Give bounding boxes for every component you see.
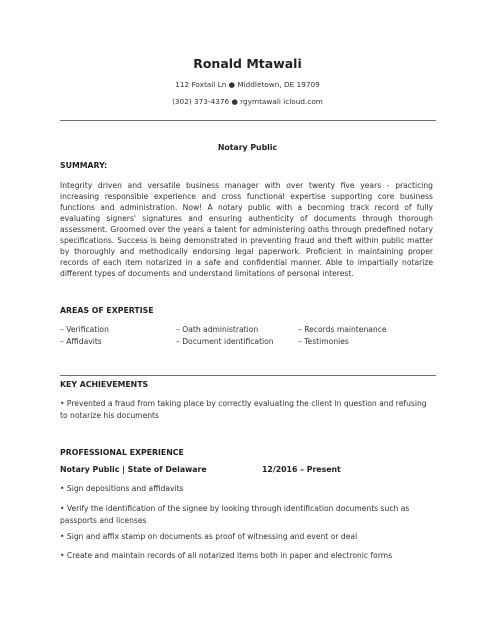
- summary-text: Integrity driven and versatile business manager with over twenty five years - practicing increasing responsible experience and cross functional expertise supporting core business functions and administration. Now! A notary public with a becoming track record of fully evaluating signers' signatures and ensuring authenticity of documents through thorough assessment. Groomed over the years a talent for administering oaths through predefined notary specifications. Success is being demonstrated in preventing fraud and theft within public matter by thoroughly and methodically endorsing legal paperwork. Proficient in maintaining proper records of each item notarized in a safe and confidential manner. Able to impartially notarize different types of documents and understand limitations of personal interest.: [60, 181, 433, 278]
- role-title: Notary Public | State of Delaware: [60, 465, 207, 474]
- skills-column-3: [298, 324, 387, 347]
- skill-item: – Affidavits: [60, 336, 102, 346]
- role-dates: 12/2016 – Present: [262, 465, 341, 474]
- experience-item: • Sign and affix stamp on documents as proof of witnessing and event or deal: [60, 532, 358, 541]
- divider-achievements: [60, 375, 436, 376]
- job-title: Notary Public: [217, 143, 278, 152]
- skill-item: – Records maintenance: [298, 325, 387, 334]
- skills-column-1: [60, 324, 109, 347]
- experience-item: • Sign depositions and affidavits: [60, 484, 184, 493]
- resume-name: Ronald Mtawali: [193, 56, 302, 71]
- divider-top: [60, 120, 436, 121]
- experience-item: • Verify the identification of the signee by looking through identification documents such as passports and licenses: [60, 504, 410, 525]
- experience-heading: PROFESSIONAL EXPERIENCE: [60, 448, 184, 457]
- achievement-item: • Prevented a fraud from taking place by correctly evaluating the client in question and refusing to notarize his documents: [60, 399, 427, 420]
- experience-item: • Create and maintain records of all notarized items both in paper and electronic forms: [60, 551, 393, 560]
- contact-address: 112 Foxtail Ln ● Middletown, DE 19709: [175, 80, 320, 89]
- skill-item: – Document identification: [176, 336, 274, 346]
- skill-item: – Testimonies: [298, 336, 349, 346]
- areas-heading: AREAS OF EXPERTISE: [60, 306, 154, 315]
- achievements-heading: KEY ACHIEVEMENTS: [60, 380, 149, 389]
- skills-column-2: [176, 324, 274, 347]
- contact-phone-email: (302) 373-4376 ● rgymtawali icloud.com: [172, 97, 323, 106]
- summary-heading: SUMMARY:: [60, 161, 108, 170]
- skill-item: – Verification: [60, 325, 109, 334]
- skill-item: – Oath administration: [176, 325, 259, 334]
